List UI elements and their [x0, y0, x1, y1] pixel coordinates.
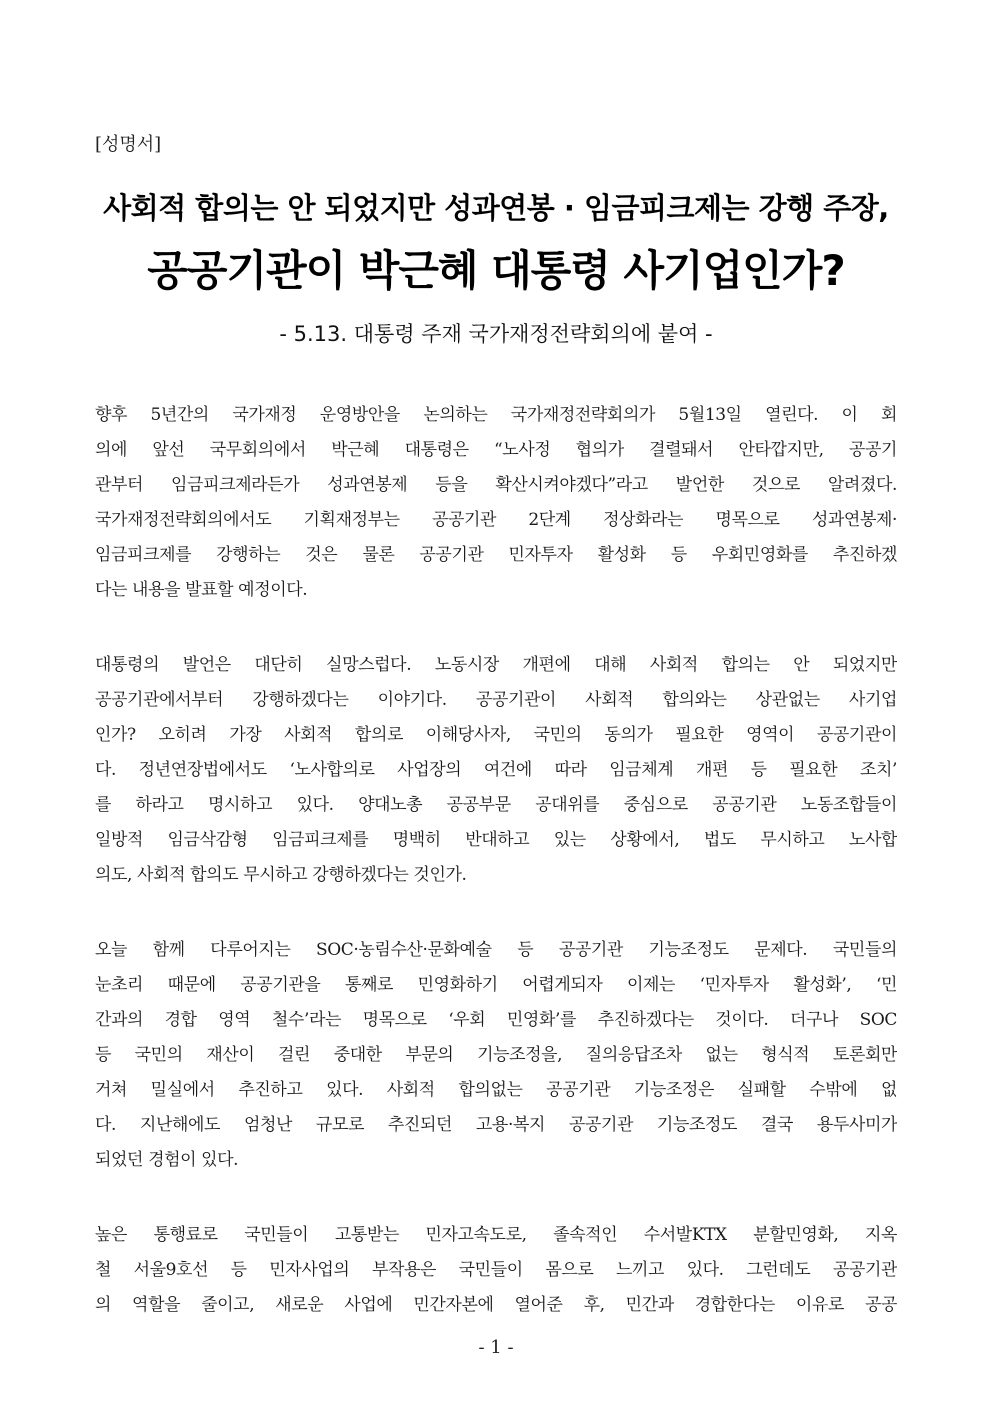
paragraph-line: 오늘 함께 다루어지는 SOC·농림수산·문화예술 등 공공기관 기능조정도 문제다. 국민들의: [95, 940, 897, 960]
paragraph-line: 철 서울9호선 등 민자사업의 부작용은 국민들이 몸으로 느끼고 있다. 그런데도 공공기관: [95, 1260, 897, 1280]
paragraph-line: 향후 5년간의 국가재정 운영방안을 논의하는 국가재정전략회의가 5월13일 열린다. 이 회: [95, 405, 897, 425]
paragraph-line: 되었던 경험이 있다.: [95, 1150, 239, 1170]
paragraph-line: 다. 지난해에도 엄청난 규모로 추진되던 고용·복지 공공기관 기능조정도 결국 용두사미가: [95, 1115, 897, 1135]
paragraph-line: 눈초리 때문에 공공기관을 통째로 민영화하기 어렵게되자 이제는 ‘민자투자 활성화’, ‘민: [95, 975, 897, 995]
paragraph-line: 의에 앞선 국무회의에서 박근혜 대통령은 “노사정 협의가 결렬돼서 안타깝지만, 공공기: [95, 440, 897, 460]
headline-line-1: 사회적 합의는 안 되었지만 성과연봉 · 임금피크제는 강행 주장,: [103, 191, 889, 225]
paragraph-line: 높은 통행료로 국민들이 고통받는 민자고속도로, 졸속적인 수서발KTX 분할민영화, 지옥: [95, 1225, 897, 1245]
paragraph-line: 다는 내용을 발표할 예정이다.: [95, 580, 308, 600]
paragraph-line: 등 국민의 재산이 걸린 중대한 부문의 기능조정을, 질의응답조차 없는 형식적 토론회만: [95, 1045, 897, 1065]
paragraph-line: 일방적 임금삭감형 임금피크제를 명백히 반대하고 있는 상황에서, 법도 무시하고 노사합: [95, 830, 897, 850]
document-body: [95, 398, 897, 1363]
paragraph-line: 의 역할을 줄이고, 새로운 사업에 민간자본에 열어준 후, 민간과 경합한다는 이유로 공공: [95, 1295, 897, 1315]
paragraph-line: 를 하라고 명시하고 있다. 양대노총 공공부문 공대위를 중심으로 공공기관 노동조합들이: [95, 795, 897, 815]
paragraph-line: 의도, 사회적 합의도 무시하고 강행하겠다는 것인가.: [95, 865, 467, 885]
paragraph-line: 인가? 오히려 가장 사회적 합의로 이해당사자, 국민의 동의가 필요한 영역이 공공기관이: [95, 725, 897, 745]
paragraph-line: 국가재정전략회의에서도 기획재정부는 공공기관 2단계 정상화라는 명목으로 성과연봉제·: [95, 510, 897, 530]
page-number: - 1 -: [478, 1337, 514, 1358]
paragraph-line: 공공기관에서부터 강행하겠다는 이야기다. 공공기관이 사회적 합의와는 상관없는 사기업: [95, 690, 897, 710]
document-type-label: [성명서]: [95, 134, 162, 155]
paragraph-line: 간과의 경합 영역 철수’라는 명목으로 ‘우회 민영화’를 추진하겠다는 것이다. 더구나 SOC: [95, 1010, 897, 1030]
headline-line-2: 공공기관이 박근혜 대통령 사기업인가?: [147, 246, 845, 295]
paragraph: [95, 398, 897, 608]
paragraph-line: 다. 정년연장법에서도 ‘노사합의로 사업장의 여건에 따라 임금체계 개편 등 필요한 조치’: [95, 760, 897, 780]
paragraph: [95, 648, 897, 893]
paragraph-line: 대통령의 발언은 대단히 실망스럽다. 노동시장 개편에 대해 사회적 합의는 안 되었지만: [95, 655, 897, 675]
subtitle: - 5.13. 대통령 주재 국가재정전략회의에 붙여 -: [279, 322, 713, 346]
paragraph: [95, 1218, 897, 1323]
paragraph: [95, 933, 897, 1178]
paragraph-line: 임금피크제를 강행하는 것은 물론 공공기관 민자투자 활성화 등 우회민영화를 추진하겠: [95, 545, 897, 565]
paragraph-line: 거쳐 밀실에서 추진하고 있다. 사회적 합의없는 공공기관 기능조정은 실패할 수밖에 없: [95, 1080, 897, 1100]
paragraph-line: 관부터 임금피크제라든가 성과연봉제 등을 확산시켜야겠다”라고 발언한 것으로 알려졌다.: [95, 475, 897, 495]
